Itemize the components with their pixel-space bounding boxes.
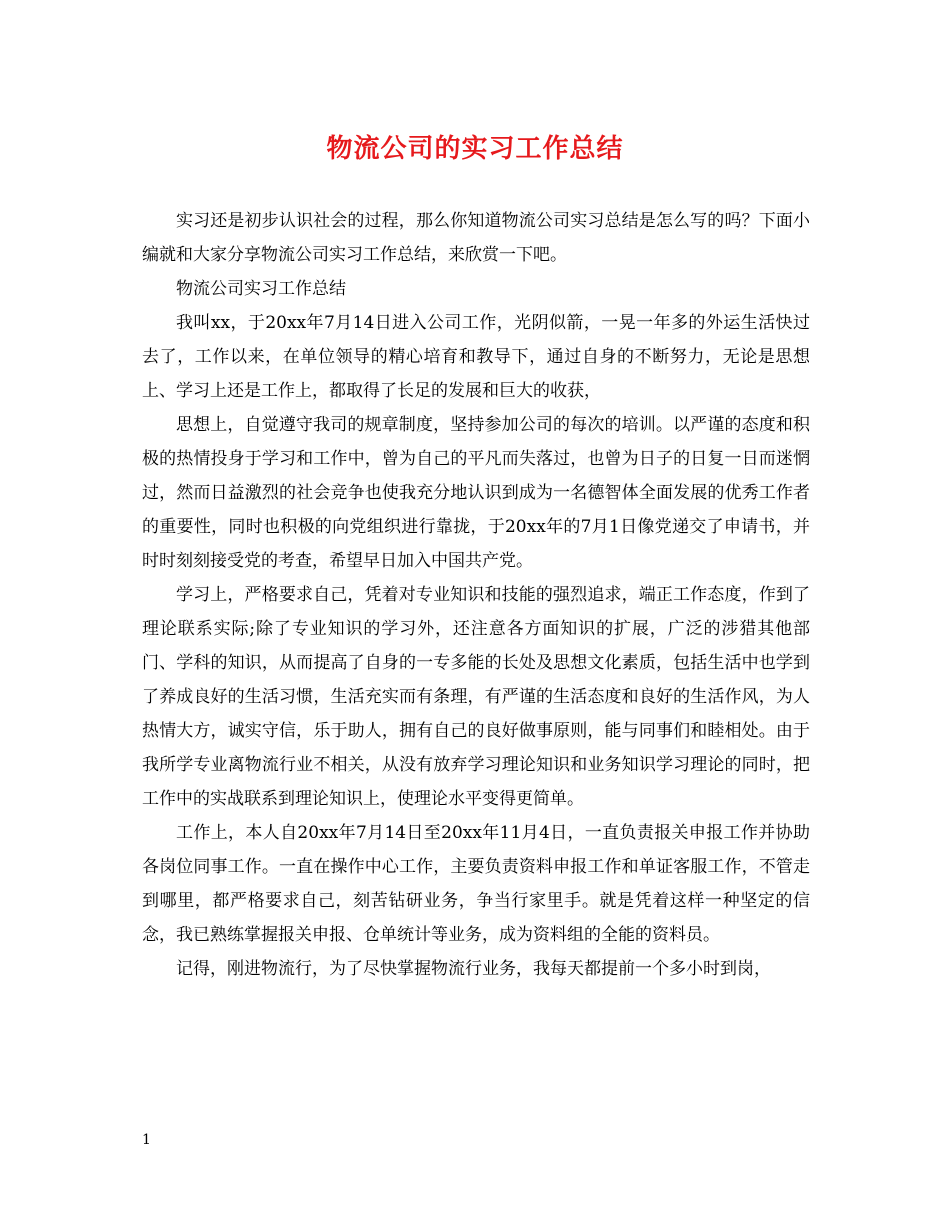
document-title: 物流公司的实习工作总结 <box>326 134 624 164</box>
paragraph-subtitle: 物流公司实习工作总结 <box>176 279 346 299</box>
paragraph-work: 工作上，本人自20xx年7月14日至20xx年11月4日，一直负责报关申报工作并协助各岗位同事工作。一直在操作中心工作，主要负责资料申报工作和单证客服工作，不管走到哪里，都严格要求自己，刻苦钻研业务，争当行家里手。就是凭着这样一种坚定的信念，我已熟练掌握报关申报、仓单统计等业务，成为资料组的全能的资料员。 <box>142 823 810 945</box>
paragraph-thought: 思想上，自觉遵守我司的规章制度，坚持参加公司的每次的培训。以严谨的态度和积极的热情投身于学习和工作中，曾为自己的平凡而失落过，也曾为日子的日复一日而迷惘过，然而日益激烈的社会竞争也使我充分地认识到成为一名德智体全面发展的优秀工作者的重要性，同时也积极的向党组织进行靠拢，于20xx年的7月1日像党递交了申请书，并时时刻刻接受党的考查，希望早日加入中国共产党。 <box>142 415 810 571</box>
page-number: 1 <box>142 1132 151 1148</box>
paragraph-memory: 记得，刚进物流行，为了尽快掌握物流行业务，我每天都提前一个多小时到岗， <box>176 959 771 979</box>
paragraph-study: 学习上，严格要求自己，凭着对专业知识和技能的强烈追求，端正工作态度，作到了理论联系实际;除了专业知识的学习外，还注意各方面知识的扩展，广泛的涉猎其他部门、学科的知识，从而提高了自身的一专多能的长处及思想文化素质，包括生活中也学到了养成良好的生活习惯，生活充实而有条理，有严谨的生活态度和良好的生活作风，为人热情大方，诚实守信，乐于助人，拥有自己的良好做事原则，能与同事们和睦相处。由于我所学专业离物流行业不相关，从没有放弃学习理论知识和业务知识学习理论的同时，把工作中的实战联系到理论知识上，使理论水平变得更简单。 <box>142 585 810 809</box>
paragraph-self-intro: 我叫xx，于20xx年7月14日进入公司工作，光阴似箭，一晃一年多的外运生活快过去了，工作以来，在单位领导的精心培育和教导下，通过自身的不断努力，无论是思想上、学习上还是工作上，都取得了长足的发展和巨大的收获， <box>142 313 810 401</box>
paragraph-intro: 实习还是初步认识社会的过程，那么你知道物流公司实习总结是怎么写的吗？下面小编就和大家分享物流公司实习工作总结，来欣赏一下吧。 <box>142 211 810 265</box>
document-body <box>142 204 810 986</box>
